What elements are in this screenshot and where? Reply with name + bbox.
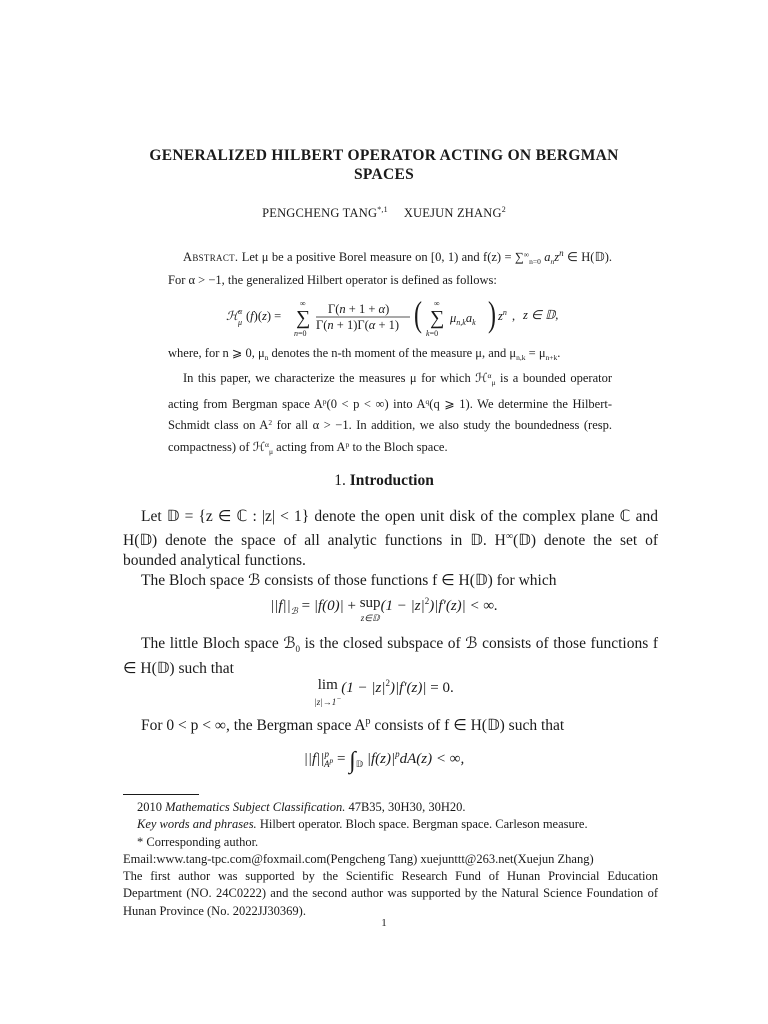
moment-definition: where, for n ⩾ 0, μ — [168, 345, 265, 360]
equation-domain: z ∈ 𝔻, — [523, 307, 559, 322]
intro-p2: The Bloch space ℬ consists of those functions f ∈ H(𝔻) for which — [141, 572, 557, 590]
section-number: 1. — [334, 472, 346, 489]
abstract-para-2-final: acting from A — [273, 439, 346, 454]
abstract-line-1: Let μ be a positive Borel measure on [0, 1) and f(z) = ∑ — [241, 250, 524, 265]
abstract-para-2-range-2: (q ⩾ 1). We determine the Hilbert-Schmidt class on A — [168, 396, 613, 433]
svg-text:n=0: n=0 — [294, 328, 307, 338]
abstract-line-1-end: a — [544, 250, 551, 265]
little-bloch-equation: lim $|z|\to 1^-(1 - |z|^2)|f'(z)| = 0$. — [314, 677, 454, 707]
msc-label: Mathematics Subject Classification. — [165, 800, 346, 814]
intro-paragraph-1: Let 𝔻 = {z ∈ ℂ : |z| < 1} denote the open unit disk of the complex plane ℂ and H(𝔻) denote the space of all analytic functions in 𝔻. H∞(𝔻) denote the set of bounded analytical functions. The Bloch space ℬ consists of those functions f ∈ H(𝔻) for which — [123, 508, 658, 590]
intro-p4b: consists of f ∈ H(𝔻) such that — [370, 717, 565, 735]
abstract-para-2-cont: is a bounded operator acting from Bergman space A — [168, 371, 613, 411]
corresponding-author-note: * Corresponding author. — [137, 834, 259, 849]
intro-p1a: Let 𝔻 = {z ∈ ℂ : |z| < 1} denote the open unit disk of the complex plane ℂ and H(𝔻) denote the space of all analytic functions in 𝔻. H — [123, 508, 658, 550]
svg-text:zn: $z^n$ — [498, 307, 507, 323]
author-line — [0, 205, 768, 221]
author-1: PENGCHENG TANG — [262, 206, 378, 221]
moment-definition-mid: denotes the n-th moment of the measure μ, and μ — [268, 345, 517, 360]
intro-paragraph-3: The little Bloch space ℬ$_0$ is the closed subspace of ℬ consists of those functions f ∈ H(𝔻) such that — [123, 635, 658, 678]
section-heading — [0, 472, 768, 490]
svg-text:(: ( — [414, 294, 422, 335]
msc-year: 2010 — [137, 800, 166, 814]
svg-text:∑: ∑ — [296, 306, 311, 329]
svg-text:ℋ: ℋ — [226, 308, 239, 323]
bloch-norm-equation: $||f||_ℬ = |f(0)|$ + sup z∈𝔻(1 − $|z|^2)|f'(z)|$ < ∞. — [270, 595, 498, 623]
abstract-para-2-end: for all α > −1. In addition, we also study the boundedness (resp. compactness) of ℋ — [168, 418, 612, 454]
svg-text:∞: ∞ — [434, 298, 440, 308]
hilbert-operator-equation — [168, 294, 612, 338]
svg-text:Γ(n + 1)Γ(α + 1): Γ(n + 1)Γ(α + 1) — [316, 317, 400, 332]
intro-p3b: is the closed subspace of ℬ consists of those functions f ∈ H(𝔻) such that — [123, 635, 658, 678]
intro-p3: The little Bloch space ℬ — [141, 635, 296, 652]
msc-codes: 47B35, 30H30, 30H20. — [345, 800, 466, 814]
footnotes — [123, 799, 658, 920]
abstract: Abstract. Let μ be a positive Borel measure on [0, 1) and $f(z) = \sum^\infty_{n=0}$ $a_nz^n$ ∈ H(𝔻). For α > −1, the generalized Hilbert operator is defined as follows: ℋ α μ (f)(z) = ∑ ∞ n=0 Γ(n + 1 + α) Γ(n + 1)Γ(α + 1) ( ∑ ∞ k=0 $\mu_{n,k}a_k$ ) $z^n$ , z ∈ 𝔻, where, for n ⩾ 0, $\mu_n$ denotes the n-th moment of the measure μ, and $\mu_{n,k} = \mu_{n+k}$. In this paper, we characterize the measures μ for which ℋ$^\alpha_\mu$ is a bounded operator acting from Bergman space $A^p(0 < p$ < ∞) into $A^q(q$ ⩾ 1). We determine the Hilbert-Schmidt class on $A^2$ for all α > −1. In addition, we also study the boundedness (resp. compactness) of ℋ$^\alpha_\mu$ acting from $A^p$ to the Bloch space. — [168, 248, 613, 456]
svg-text:): ) — [488, 294, 496, 335]
svg-text:Γ(n + 1 + α): Γ(n + 1 + α) — [328, 301, 390, 316]
keywords-label: Key words and phrases. — [137, 817, 257, 832]
keywords: Hilbert operator. Bloch space. Bergman space. Carleson measure. — [256, 817, 588, 832]
intro-p1b: (𝔻) denote the set of bounded analytical functions. — [123, 532, 658, 570]
svg-text:(f)(z) =: (f)(z) = — [246, 308, 282, 323]
bergman-norm-equation: $||f||^p_{A^p} = \int_𝔻$ $|f(z)|^pdA(z)$ < ∞, — [303, 748, 465, 774]
paper-title — [0, 146, 768, 184]
svg-text:∞: ∞ — [300, 298, 306, 308]
funding-note: The first author was supported by the Scientific Research Fund of Hunan Provincial Education Department (NO. 24C0222) and the second author was supported by the Natural Science Foundation of Hunan Province (No. 2022JJ30369). — [123, 869, 658, 918]
abstract-para-2-final-2: to the Bloch space. — [349, 439, 448, 454]
intro-paragraph-4: For 0 < p < ∞, the Bergman space $A^p$ consists of f ∈ H(𝔻) such that — [141, 716, 565, 735]
abstract-label: Abstract. — [183, 250, 239, 265]
svg-text:∑: ∑ — [430, 306, 445, 329]
svg-text:α: α — [238, 306, 243, 316]
svg-text:k=0: k=0 — [426, 328, 439, 338]
title-line-2: SPACES — [353, 166, 415, 183]
section-title: Introduction — [349, 472, 434, 489]
page-number: 1 — [381, 917, 387, 929]
footnote-rule — [123, 794, 199, 795]
abstract-para-2-range: (0 < p < ∞) into A — [326, 396, 426, 411]
author-2-marks: 2 — [501, 205, 506, 214]
email-line: Email:www.tang-tpc.com@foxmail.com(Pengcheng Tang) xuejunttt@263.net(Xuejun Zhang) — [123, 851, 594, 866]
abstract-para-2: In this paper, we characterize the measures μ for which ℋ — [183, 371, 488, 386]
svg-text:μn,kak: $\mu_{n,k}a_k$ — [450, 310, 476, 327]
author-2: XUEJUN ZHANG — [403, 206, 502, 221]
author-1-marks: *,1 — [377, 205, 388, 214]
svg-text:,: , — [512, 308, 516, 323]
abstract-line-2: H(𝔻). For α > −1, the generalized Hilbert operator is defined as follows: — [168, 250, 612, 288]
title-line-1: GENERALIZED HILBERT OPERATOR ACTING ON BERGMAN — [149, 147, 619, 164]
svg-text:μ: μ — [238, 317, 243, 327]
intro-p4a: For 0 < p < ∞, the Bergman space A — [141, 717, 366, 735]
